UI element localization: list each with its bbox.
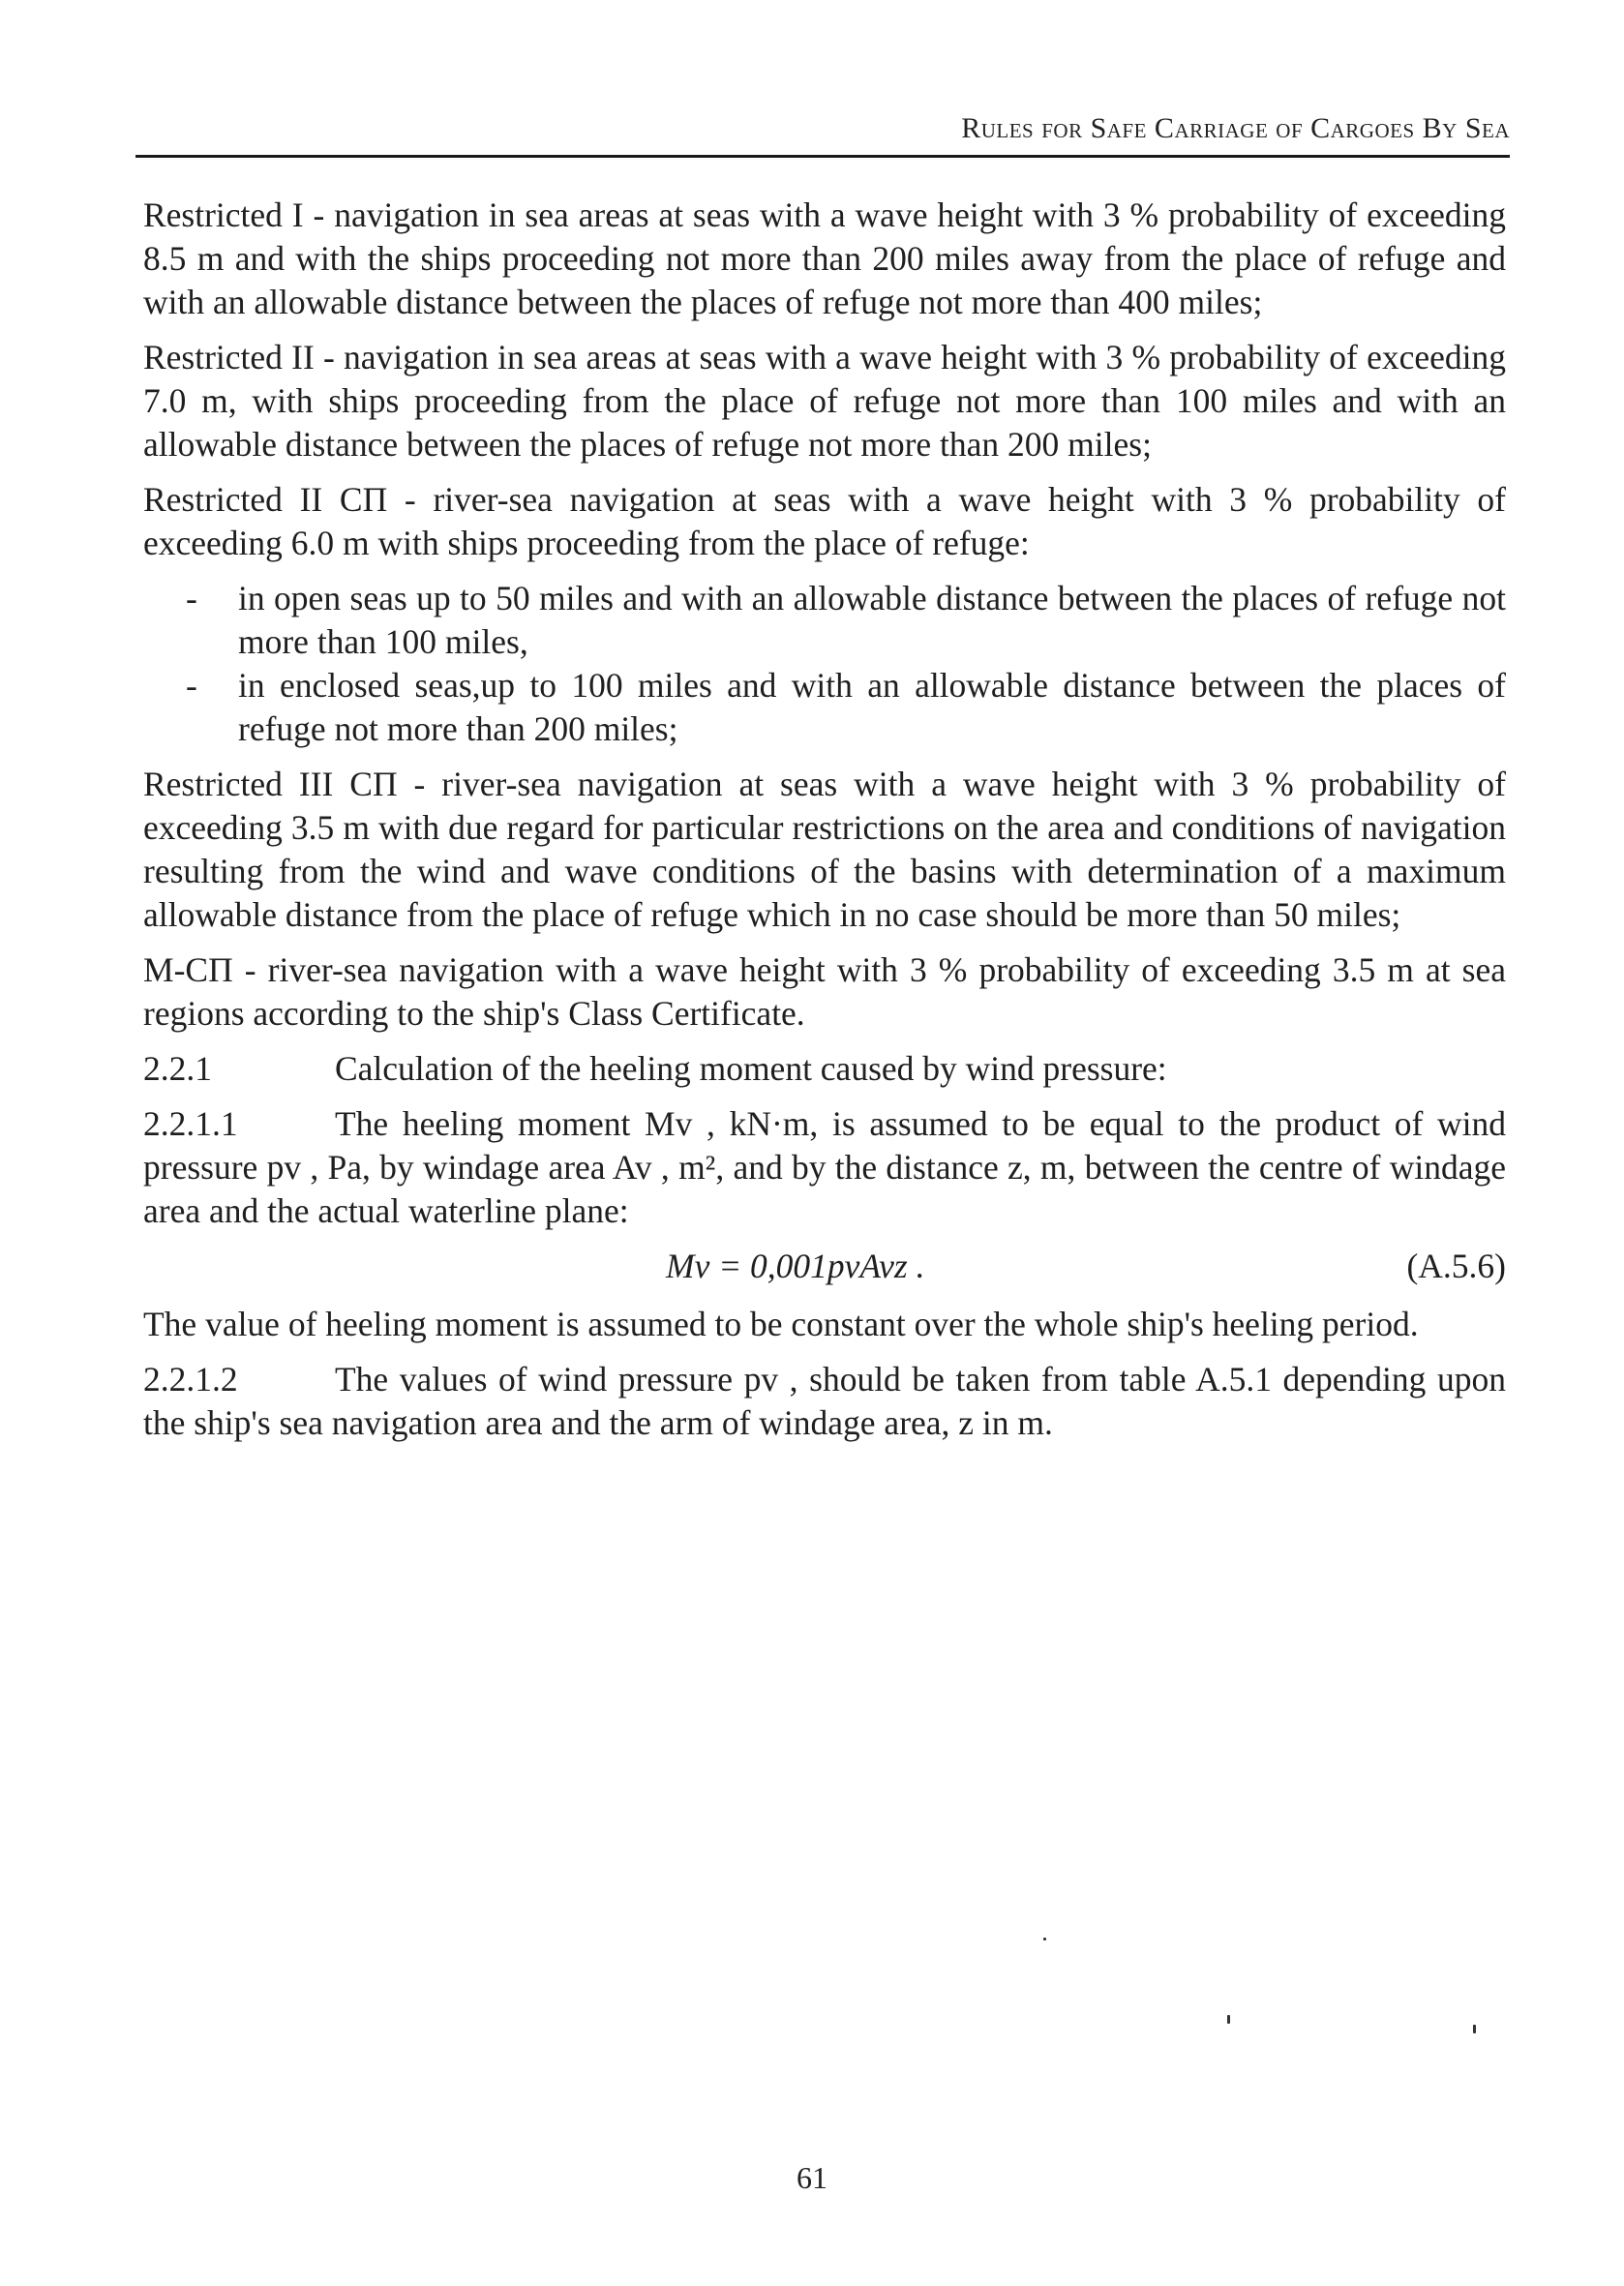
scan-speck	[1043, 1938, 1046, 1940]
list-item	[143, 664, 1506, 751]
scan-speck	[1473, 2025, 1476, 2033]
paragraph-m-cp: M-CП - river-sea navigation with a wave height with 3 % probability of exceeding 3.5 m at sea regions according to the ship's Class Certificate.	[143, 950, 1506, 1033]
section-number: 2.2.1.1	[143, 1104, 238, 1143]
section-number: 2.2.1	[143, 1049, 212, 1088]
equation-line	[143, 1245, 1506, 1291]
heeling-moment-formula: Mv = 0,001pvAvz .	[666, 1247, 925, 1285]
scan-speck	[1227, 2015, 1230, 2024]
list-item	[143, 577, 1506, 664]
bullet-dash: -	[186, 579, 197, 617]
list-item-text: in open seas up to 50 miles and with an allowable distance between the places of refuge not more than 100 miles,	[238, 579, 1506, 661]
paragraph-heeling-constant: The value of heeling moment is assumed to be constant over the whole ship's heeling period.	[143, 1305, 1419, 1343]
page-body	[143, 194, 1506, 1457]
bullet-dash: -	[186, 666, 197, 705]
section-text: Calculation of the heeling moment caused by wind pressure:	[335, 1049, 1167, 1088]
header-rule	[135, 155, 1510, 158]
paragraph-restricted-iii-cp: Restricted III CП - river-sea navigation at seas with a wave height with 3 % probability of exceeding 3.5 m with due regard for particular restrictions on the area and conditions of navigation resulting from the wind and wave conditions of the basins with determination of a maximum allowable distance from the place of refuge which in no case should be more than 50 miles;	[143, 765, 1506, 934]
running-header: Rules for Safe Carriage of Cargoes By Sea	[961, 112, 1510, 144]
section-text: The heeling moment Mv , kN·m, is assumed to be equal to the product of wind pressure pv , Pa, by windage area Av , m², and by the distance z, m, between the centre of windage area and the actual waterline plane:	[143, 1104, 1506, 1230]
refuge-distance-list	[143, 577, 1506, 751]
section-2-2-1-1	[143, 1102, 1506, 1233]
section-2-2-1	[143, 1047, 1506, 1091]
list-item-text: in enclosed seas,up to 100 miles and with an allowable distance between the places of refuge not more than 200 miles;	[238, 666, 1506, 748]
paragraph-restricted-ii-cp: Restricted II CП - river-sea navigation at seas with a wave height with 3 % probability of exceeding 6.0 m with ships proceeding from the place of refuge:	[143, 480, 1506, 562]
page-number: 61	[797, 2160, 827, 2195]
section-number: 2.2.1.2	[143, 1360, 238, 1399]
paragraph-restricted-ii: Restricted II - navigation in sea areas at seas with a wave height with 3 % probability of exceeding 7.0 m, with ships proceeding from the place of refuge not more than 100 miles and with an allowable distance between the places of refuge not more than 200 miles;	[143, 338, 1506, 464]
section-text: The values of wind pressure pv , should be taken from table A.5.1 depending upon the ship's sea navigation area and the arm of windage area, z in m.	[143, 1360, 1506, 1442]
paragraph-restricted-i: Restricted I - navigation in sea areas at seas with a wave height with 3 % probability of exceeding 8.5 m and with the ships proceeding not more than 200 miles away from the place of refuge and with an allowable distance between the places of refuge not more than 400 miles;	[143, 196, 1506, 321]
section-2-2-1-2	[143, 1358, 1506, 1445]
equation-number: (A.5.6)	[1406, 1247, 1506, 1285]
